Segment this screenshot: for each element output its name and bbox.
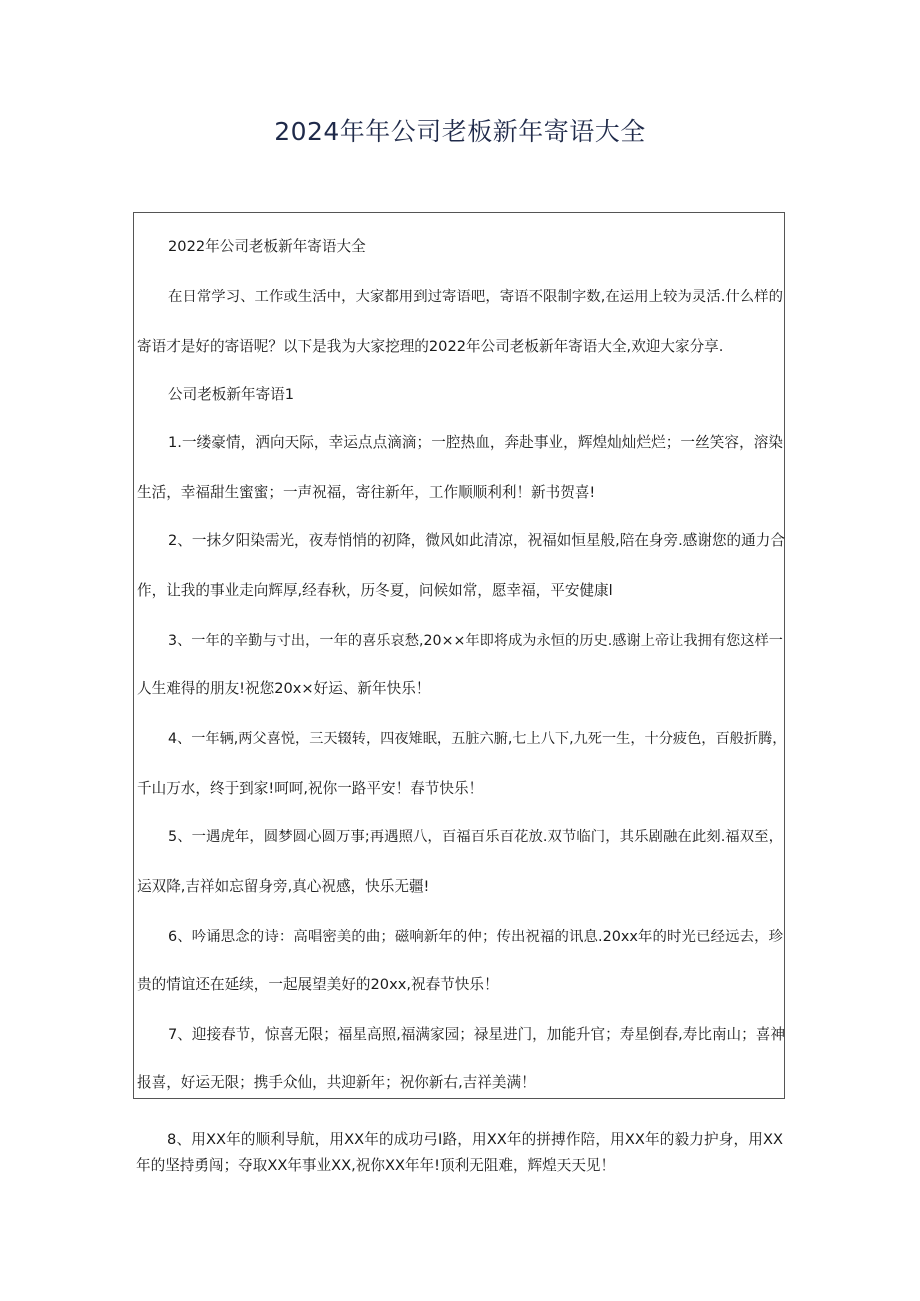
item-2-line-2: 作，让我的事业走向辉厚,经春秋，历冬夏，问候如常，愿幸福，平安健康l [137, 582, 613, 599]
item-6-line-1: 6、吟诵思念的诗：高唱密美的曲；磁响新年的仲；传出祝福的讯息.20xx年的时光已经远去，珍 [168, 929, 783, 945]
item-3-line-1: 3、一年的辛勤与寸出，一年的喜乐哀愁,20××年即将成为永恒的历史.感谢上帝让我拥有您这样一 [168, 633, 783, 649]
item-6-line-2: 贵的情谊还在延续，一起展望美好的20xx,祝春节快乐！ [137, 976, 499, 993]
content-box [133, 212, 785, 1099]
item-4-line-2: 千山万水，终于到家!呵呵,祝你一路平安！春节快乐！ [137, 780, 484, 797]
item-5-line-1: 5、一遇虎年，圆梦圆心圆万事;再遇照八，百福百乐百花放.双节临门，其乐剧融在此刻.福双至， [168, 829, 783, 845]
item-7-line-1: 7、迎接春节，惊喜无限；福星高照,福满家园；禄星进门，加能升官；寿星倒春,寿比南山；喜神 [168, 1026, 785, 1043]
item-8-line-2: 年的坚持勇闯；夺取XX年事业XX,祝你XX年年!顶利无阻难，辉煌天天见！ [136, 1157, 616, 1174]
item-7-line-2: 报喜，好运无限；携手众仙，共迎新年；祝你新右,吉祥美满！ [137, 1074, 536, 1091]
box-heading: 2022年公司老板新年寄语大全 [168, 238, 366, 255]
item-8-line-1: 8、用XX年的顺利导航，用XX年的成功弓I路，用XX年的拼搏作陪，用XX年的毅力护身，用XX [167, 1131, 783, 1148]
section-title: 公司老板新年寄语1 [168, 386, 295, 403]
item-5-line-2: 运双降,吉祥如忘留身旁,真心祝感，快乐无疆! [137, 878, 430, 895]
item-4-line-1: 4、一年辆,两父喜悦，三天辍转，四夜雉眠，五脏六腑,七上八下,九死一生，十分疲色，百般折腾， [168, 731, 787, 747]
intro-line-2: 寄语才是好的寄语呢？以下是我为大家挖理的2022年公司老板新年寄语大全,欢迎大家分享. [137, 338, 724, 355]
document-title: 2024年年公司老板新年寄语大全 [274, 117, 646, 146]
intro-line-1: 在日常学习、工作或生活中，大家都用到过寄语吧，寄语不限制字数,在运用上较为灵活.什么样的 [168, 289, 783, 305]
item-3-line-2: 人生难得的朋友!祝您20x×好运、新年快乐！ [137, 680, 431, 697]
item-2-line-1: 2、一抹夕阳染需光，夜寿悄悄的初降，微风如此清凉，祝福如恒星般,陪在身旁.感谢您的通力合 [168, 532, 785, 549]
item-1-line-1: 1.一缕豪情，洒向天际，幸运点点滴滴；一腔热血，奔赴事业，辉煌灿灿烂烂；一丝笑容，溶染 [168, 434, 783, 451]
item-1-line-2: 生活，幸福甜生蜜蜜；一声祝福，寄往新年，工作顺顺利利！新书贺喜! [137, 484, 596, 501]
